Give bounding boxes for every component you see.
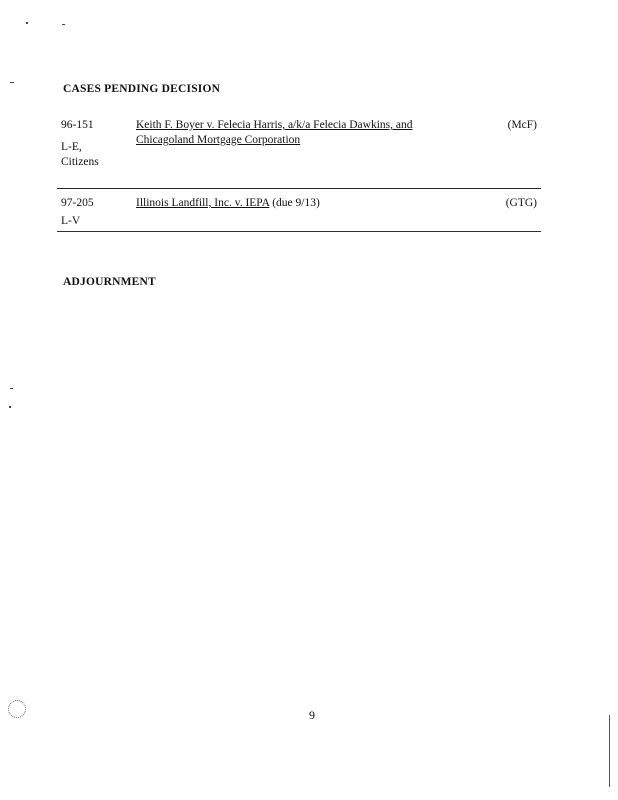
case-docket-number: 97-205 (61, 197, 94, 209)
case-title-line-2: Chicagoland Mortgage Corporation (136, 134, 301, 146)
section-title-cases-pending: CASES PENDING DECISION (63, 83, 221, 95)
case-due-date: (due 9/13) (269, 197, 320, 209)
scan-speck (26, 22, 28, 24)
section-title-adjournment: ADJOURNMENT (63, 276, 156, 288)
page-number: 9 (309, 708, 315, 722)
scan-edge-line (609, 715, 610, 787)
case-type: L-E, Citizens (61, 141, 99, 168)
scan-speck (10, 82, 14, 83)
scan-speck (9, 406, 11, 408)
case-title-line-1: Keith F. Boyer v. Felecia Harris, a/k/a Felecia Dawkins, and (136, 119, 413, 131)
case-title (136, 196, 466, 211)
case-title (136, 118, 466, 148)
divider-line (57, 188, 541, 189)
case-judge-initials: (GTG) (505, 197, 537, 209)
scan-speck (62, 24, 65, 25)
divider-line (57, 231, 541, 232)
case-type: L-V (61, 215, 81, 227)
case-judge-initials: (McF) (507, 119, 537, 131)
case-docket-number: 96-151 (61, 119, 94, 131)
hole-punch-mark (8, 700, 26, 718)
case-title-underlined: Illinois Landfill, Inc. v. IEPA (136, 197, 270, 209)
scan-speck (10, 388, 13, 389)
